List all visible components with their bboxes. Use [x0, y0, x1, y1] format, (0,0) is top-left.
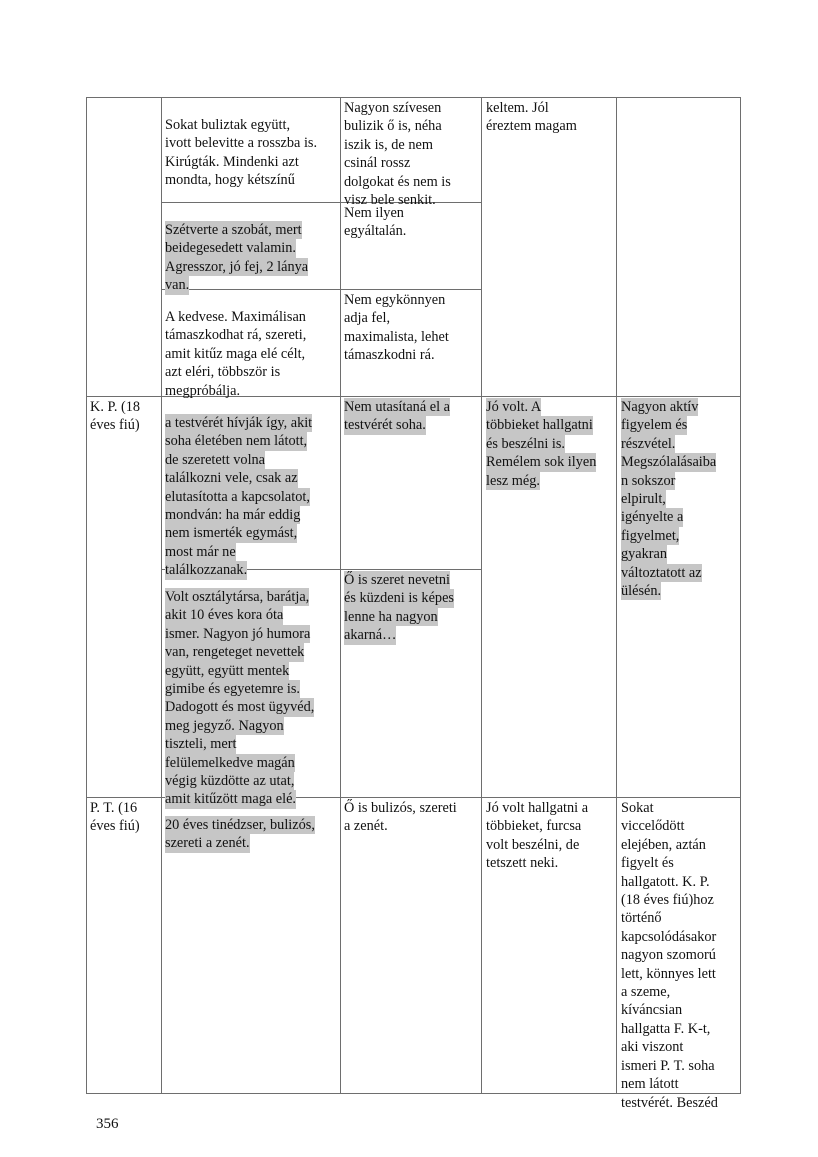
highlighted-cell-text [486, 398, 596, 490]
text-line: azt eléri, többször is [165, 364, 281, 381]
text-line: testvérét soha. [344, 417, 426, 434]
table-cell [86, 396, 162, 798]
text-line: testvérét. Beszéd [621, 1094, 718, 1111]
cell-text [344, 291, 449, 365]
text-line: lett, könnyes lett [621, 965, 716, 982]
table-cell [340, 797, 482, 1094]
cell-text [486, 99, 577, 136]
text-line: a szeme, [621, 984, 671, 1001]
highlighted-cell-text [165, 816, 315, 853]
text-line: igényelte a [621, 509, 684, 526]
cell-text [621, 799, 718, 1112]
text-line: van, rengeteget nevettek [165, 644, 305, 661]
text-line: ivott belevitte a rosszba is. [165, 135, 318, 152]
text-line: figyelmet, [621, 527, 680, 544]
text-line: akit 10 éves kora óta [165, 607, 284, 624]
text-line: dolgokat és nem is [344, 173, 451, 190]
text-line: amit kitűzött maga elé. [165, 791, 297, 808]
text-line: (18 éves fiú)hoz [621, 892, 714, 909]
text-line: figyelt és [621, 855, 674, 872]
table-cell [86, 97, 162, 397]
text-line: ülésén. [621, 583, 662, 600]
highlighted-cell-text [165, 588, 314, 809]
text-line: részvétel. [621, 435, 676, 452]
text-line: Kirúgták. Mindenki azt [165, 153, 299, 170]
text-line: Sokat buliztak együtt, [165, 117, 291, 133]
text-line: nem ismerték egymást, [165, 525, 298, 542]
text-line: meg jegyző. Nagyon [165, 717, 284, 734]
text-line: soha életében nem látott, [165, 433, 308, 450]
table-cell [616, 97, 741, 397]
text-line: Nagyon szívesen [344, 100, 442, 116]
text-line: kíváncsian [621, 1002, 683, 1019]
text-line: megpróbálja. [165, 382, 241, 399]
text-line: többieket hallgatni [486, 417, 593, 434]
cell-text [344, 799, 457, 836]
text-line: támaszkodhat rá, szereti, [165, 327, 307, 344]
highlighted-cell-text [165, 414, 312, 580]
cell-text [165, 116, 317, 190]
text-line: Ő is szeret nevetni [344, 572, 450, 588]
text-line: Remélem sok ilyen [486, 454, 597, 471]
highlighted-cell-text [344, 398, 450, 435]
text-line: Agresszor, jó fej, 2 lánya [165, 258, 309, 275]
text-line: együtt, együtt mentek [165, 662, 290, 679]
text-line: végig küzdötte az utat, [165, 773, 295, 790]
text-line: K. P. (18 [90, 399, 141, 415]
text-line: szereti a zenét. [165, 835, 250, 852]
text-line: csinál rossz [344, 155, 411, 172]
text-line: Volt osztálytársa, barátja, [165, 589, 310, 605]
text-line: felülemelkedve magán [165, 754, 295, 771]
text-line: Nagyon aktív [621, 399, 699, 415]
text-line: nem látott [621, 1076, 679, 1093]
text-line: figyelem és [621, 417, 688, 434]
text-line: lesz még. [486, 472, 540, 489]
text-line: gimibe és egyetemre is. [165, 681, 300, 698]
text-line: iszik is, de nem [344, 136, 433, 153]
table-cell [481, 97, 617, 397]
text-line: lenne ha nagyon [344, 608, 438, 625]
cell-text [344, 99, 451, 209]
text-line: történő [621, 910, 662, 927]
text-line: visz bele senkit. [344, 192, 436, 209]
text-line: hallgatott. K. P. [621, 873, 710, 890]
text-line: A kedvese. Maximálisan [165, 309, 306, 325]
text-line: egyáltalán. [344, 223, 407, 240]
highlighted-cell-text [344, 571, 454, 645]
text-line: Nem ilyen [344, 205, 404, 221]
text-line: Sokat [621, 800, 654, 816]
text-line: találkozzanak. [165, 562, 248, 579]
text-line: gyakran [621, 546, 668, 563]
text-line: aki viszont [621, 1039, 684, 1056]
page-number: 356 [96, 1116, 119, 1132]
text-line: elpirult, [621, 491, 666, 508]
highlighted-cell-text [621, 398, 716, 600]
highlighted-cell-text [165, 221, 308, 295]
text-line: éreztem magam [486, 118, 577, 135]
text-line: hallgatta F. K-t, [621, 1020, 711, 1037]
text-line: többieket, furcsa [486, 818, 582, 835]
text-line: a testvérét hívják így, akit [165, 415, 313, 431]
text-line: keltem. Jól [486, 100, 549, 116]
text-line: viccelődött [621, 818, 685, 835]
text-line: de szeretett volna [165, 451, 266, 468]
text-line: ismeri P. T. soha [621, 1057, 715, 1074]
text-line: és beszélni is. [486, 435, 566, 452]
text-line: Jó volt. A [486, 399, 542, 415]
text-line: Dadogott és most ügyvéd, [165, 699, 315, 716]
cell-text [90, 799, 140, 836]
text-line: bulizik ő is, néha [344, 118, 442, 135]
text-line: beidegesedett valamin. [165, 240, 297, 257]
text-line: ismer. Nagyon jó humora [165, 625, 311, 642]
text-line: éves fiú) [90, 417, 140, 434]
text-line: Ő is bulizós, szereti [344, 800, 457, 816]
text-line: Nem egykönnyen [344, 292, 446, 308]
cell-text [165, 308, 306, 400]
text-line: változtatott az [621, 564, 702, 581]
text-line: támaszkodni rá. [344, 347, 435, 364]
text-line: elutasította a kapcsolatot, [165, 488, 310, 505]
text-line: mondván: ha már eddig [165, 507, 301, 524]
text-line: n sokszor [621, 472, 676, 489]
text-line: éves fiú) [90, 818, 140, 835]
text-line: van. [165, 277, 190, 294]
text-line: tetszett neki. [486, 855, 559, 872]
cell-text [344, 204, 406, 241]
text-line: Jó volt hallgatni a [486, 800, 589, 816]
text-line: a zenét. [344, 818, 388, 835]
text-line: P. T. (16 [90, 800, 138, 816]
text-line: tiszteli, mert [165, 736, 237, 753]
cell-text [90, 398, 140, 435]
text-line: találkozni vele, csak az [165, 470, 298, 487]
text-line: elejében, aztán [621, 836, 706, 853]
text-line: volt beszélni, de [486, 836, 580, 853]
text-line: maximalista, lehet [344, 328, 449, 345]
text-line: Megszólalásaiba [621, 454, 717, 471]
text-line: adja fel, [344, 310, 391, 327]
text-line: most már ne [165, 543, 236, 560]
text-line: kapcsolódásakor [621, 928, 717, 945]
cell-text [486, 799, 588, 873]
text-line: és küzdeni is képes [344, 590, 454, 607]
text-line: akarná… [344, 627, 397, 644]
text-line: amit kitűz maga elé célt, [165, 345, 306, 362]
text-line: mondta, hogy kétszínű [165, 172, 295, 189]
table-cell [86, 797, 162, 1094]
text-line: nagyon szomorú [621, 947, 716, 964]
text-line: Nem utasítaná el a [344, 399, 450, 415]
text-line: 20 éves tinédzser, bulizós, [165, 817, 315, 833]
text-line: Szétverte a szobát, mert [165, 222, 302, 238]
